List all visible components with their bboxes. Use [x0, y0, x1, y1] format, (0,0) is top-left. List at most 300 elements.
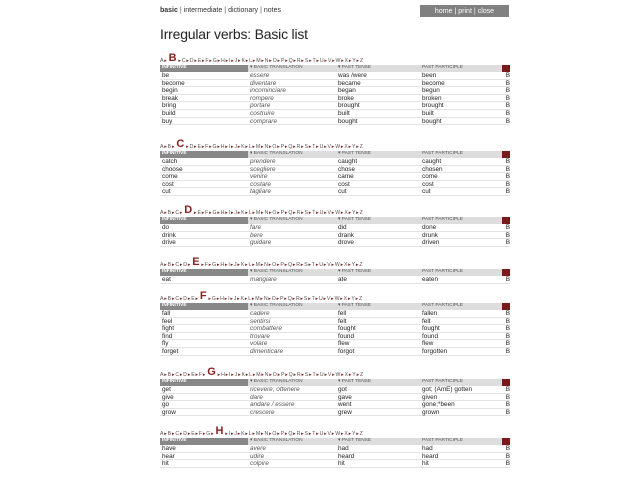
alphabet-link-z[interactable]: Z [359, 372, 364, 378]
letter-section-h [160, 425, 510, 468]
past-tense-cell: brought [338, 102, 360, 110]
alphabet-arrow-icon: ▸ [301, 58, 305, 64]
alphabet-link-w[interactable]: W [334, 262, 340, 268]
alphabet-link-u[interactable]: U [319, 431, 324, 437]
alphabet-link-j[interactable]: J [234, 144, 237, 150]
alphabet-link-m[interactable]: M [255, 210, 261, 216]
alphabet-link-s[interactable]: S [304, 58, 309, 64]
header-past-tense[interactable]: ▾ PAST TENSE [336, 65, 420, 72]
alphabet-arrow-icon: ▸ [186, 144, 189, 150]
alphabet-link-q[interactable]: Q [288, 431, 293, 437]
alphabet-link-h[interactable]: H [221, 58, 225, 64]
alphabet-link-c[interactable]: C [175, 262, 180, 268]
alphabet-arrow-icon: ▸ [201, 262, 204, 268]
alphabet-arrow-icon: ▸ [284, 144, 288, 150]
alphabet-link-v[interactable]: V [327, 58, 332, 64]
alphabet-arrow-icon: ▸ [217, 372, 221, 378]
alphabet-link-k[interactable]: K [241, 431, 245, 437]
alphabet-link-z[interactable]: Z [359, 58, 364, 64]
alphabet-link-z[interactable]: Z [359, 431, 363, 437]
alphabet-link-d[interactable]: D [183, 431, 188, 437]
alphabet-link-b[interactable]: B [167, 431, 172, 437]
alphabet-arrow-icon: ▸ [251, 296, 255, 302]
close-button[interactable]: close [477, 7, 495, 15]
alphabet-link-q[interactable]: Q [287, 296, 292, 302]
alphabet-link-w[interactable]: W [335, 144, 341, 150]
alphabet-link-o[interactable]: O [272, 210, 277, 216]
print-button[interactable]: print [458, 7, 472, 15]
alphabet-link-r[interactable]: R [296, 58, 301, 64]
header-infinitive[interactable]: INFINITIVE [160, 269, 248, 276]
alphabet-link-f[interactable]: F [205, 58, 209, 64]
alphabet-link-n[interactable]: N [264, 210, 269, 216]
alphabet-link-r[interactable]: R [296, 372, 301, 378]
alphabet-arrow-icon: ▸ [230, 296, 233, 302]
alphabet-arrow-icon: ▸ [171, 372, 175, 378]
alphabet-link-o[interactable]: O [272, 431, 277, 437]
alphabet-link-g[interactable]: G [212, 210, 217, 216]
alphabet-link-p[interactable]: P [280, 58, 285, 64]
table-row [160, 102, 510, 110]
alphabet-link-h[interactable]: H [220, 296, 224, 302]
alphabet-arrow-icon: ▸ [324, 372, 328, 378]
alphabet-link-x[interactable]: X [344, 58, 349, 64]
alphabet-link-c[interactable]: C [175, 296, 180, 302]
alphabet-arrow-icon: ▸ [293, 372, 297, 378]
alphabet-arrow-icon: ▸ [268, 262, 272, 268]
alphabet-link-g[interactable]: G [211, 296, 216, 302]
past-tense-cell: chose [338, 165, 356, 173]
alphabet-link-g[interactable]: G [212, 262, 217, 268]
alphabet-link-b[interactable]: B [167, 372, 172, 378]
alphabet-link-s[interactable]: S [304, 372, 309, 378]
alphabet-link-f[interactable]: F [198, 372, 203, 378]
alphabet-link-d[interactable]: D [183, 262, 188, 268]
level-cell: B [505, 239, 510, 247]
header-infinitive[interactable]: INFINITIVE [160, 303, 248, 310]
alphabet-link-l[interactable]: L [248, 262, 252, 268]
alphabet-link-t[interactable]: T [312, 210, 316, 216]
header-infinitive[interactable]: INFINITIVE [160, 438, 248, 445]
alphabet-link-j[interactable]: J [234, 262, 237, 268]
header-infinitive[interactable]: INFINITIVE [160, 151, 248, 158]
past-tense-cell: began [338, 87, 356, 95]
header-past-tense[interactable]: ▾ PAST TENSE [336, 217, 420, 224]
alphabet-link-a[interactable]: A [160, 262, 164, 268]
alphabet-link-r[interactable]: R [295, 296, 300, 302]
alphabet-link-q[interactable]: Q [288, 144, 293, 150]
alphabet-link-p[interactable]: P [280, 296, 284, 302]
alphabet-link-w[interactable]: W [335, 58, 341, 64]
alphabet-link-n[interactable]: N [264, 262, 268, 268]
alphabet-arrow-icon: ▸ [252, 58, 256, 64]
home-button[interactable]: home [434, 7, 453, 15]
alphabet-link-e[interactable]: E [197, 144, 201, 150]
alphabet-link-v[interactable]: V [327, 431, 331, 437]
header-past-participle[interactable]: PAST PARTICIPLE [420, 65, 502, 72]
alphabet-link-g[interactable]: G [212, 144, 217, 150]
alphabet-link-c[interactable]: C [181, 58, 186, 64]
alphabet-link-r[interactable]: R [296, 262, 300, 268]
alphabet-link-c[interactable]: C [176, 138, 185, 150]
alphabet-link-y[interactable]: Y [351, 431, 356, 437]
infinitive-cell: cost [162, 180, 174, 188]
past-participle-cell: had [422, 445, 433, 452]
alphabet-link-g[interactable]: G [206, 431, 211, 437]
alphabet-link-l[interactable]: L [249, 372, 253, 378]
alphabet-link-a[interactable]: A [160, 144, 164, 150]
nav-dictionary-link[interactable]: dictionary [228, 7, 259, 14]
alphabet-link-b[interactable]: B [167, 144, 172, 150]
alphabet-arrow-icon: ▸ [179, 262, 183, 268]
alphabet-link-f[interactable]: F [199, 290, 207, 302]
alphabet-link-k[interactable]: K [241, 144, 245, 150]
header-past-tense[interactable]: ▾ PAST TENSE [336, 438, 420, 445]
header-translation[interactable]: ▾ BASIC TRANSLATION [248, 303, 336, 310]
alphabet-arrow-icon: ▸ [164, 144, 167, 150]
alphabet-link-x[interactable]: X [344, 372, 349, 378]
alphabet-link-t[interactable]: T [312, 58, 316, 64]
alphabet-link-v[interactable]: V [327, 144, 331, 150]
nav-notes-link[interactable]: notes [263, 7, 282, 14]
alphabet-link-s[interactable]: S [304, 431, 308, 437]
alphabet-link-a[interactable]: A [160, 58, 164, 64]
alphabet-link-u[interactable]: U [319, 210, 324, 216]
alphabet-link-s[interactable]: S [304, 262, 308, 268]
table-row [160, 386, 510, 394]
alphabet-link-j[interactable]: J [234, 58, 238, 64]
alphabet-link-o[interactable]: O [272, 58, 277, 64]
alphabet-link-y[interactable]: Y [351, 210, 356, 216]
header-translation[interactable]: ▾ BASIC TRANSLATION [248, 151, 336, 158]
alphabet-link-x[interactable]: X [344, 431, 348, 437]
header-infinitive[interactable]: INFINITIVE [160, 379, 248, 386]
header-translation[interactable]: ▾ BASIC TRANSLATION [248, 65, 336, 72]
alphabet-link-x[interactable]: X [344, 144, 348, 150]
alphabet-link-d[interactable]: D [189, 58, 194, 64]
alphabet-link-u[interactable]: U [319, 144, 324, 150]
alphabet-link-v[interactable]: V [327, 210, 331, 216]
alphabet-link-q[interactable]: Q [288, 262, 293, 268]
alphabet-link-i[interactable]: I [228, 58, 231, 64]
alphabet-link-f[interactable]: F [204, 262, 208, 268]
table-row [160, 239, 510, 247]
alphabet-arrow-icon: ▸ [277, 210, 280, 216]
alphabet-link-e[interactable]: E [192, 256, 200, 268]
alphabet-link-t[interactable]: T [311, 262, 316, 268]
past-participle-cell: cost [422, 180, 434, 188]
alphabet-link-u[interactable]: U [319, 372, 324, 378]
past-participle-cell: become [422, 79, 445, 87]
alphabet-arrow-icon: ▸ [324, 144, 327, 150]
alphabet-link-t[interactable]: T [311, 296, 315, 302]
alphabet-arrow-icon: ▸ [252, 431, 256, 437]
alphabet-link-v[interactable]: V [327, 372, 332, 378]
alphabet-arrow-icon: ▸ [323, 296, 327, 302]
header-translation[interactable]: ▾ BASIC TRANSLATION [248, 438, 336, 445]
translation-cell: scegliere [250, 165, 276, 173]
alphabet-link-y[interactable]: Y [351, 296, 355, 302]
level-cell: B [505, 445, 510, 452]
alphabet-link-u[interactable]: U [319, 262, 323, 268]
alphabet-link-e[interactable]: E [191, 372, 195, 378]
alphabet-link-q[interactable]: Q [288, 58, 293, 64]
alphabet-link-w[interactable]: W [335, 372, 341, 378]
alphabet-link-b[interactable]: B [167, 210, 172, 216]
alphabet-link-o[interactable]: O [271, 296, 276, 302]
alphabet-link-k[interactable]: K [241, 210, 245, 216]
past-participle-cell: fought [422, 325, 440, 333]
header-past-tense[interactable]: ▾ PAST TENSE [336, 379, 420, 386]
header-infinitive[interactable]: INFINITIVE [160, 65, 248, 72]
alphabet-link-d[interactable]: D [184, 204, 193, 216]
table-row [160, 72, 510, 80]
alphabet-link-m[interactable]: M [256, 372, 261, 378]
alphabet-link-o[interactable]: O [272, 262, 277, 268]
alphabet-link-i[interactable]: I [228, 144, 231, 150]
alphabet-link-r[interactable]: R [296, 144, 301, 150]
alphabet-link-f[interactable]: F [205, 144, 209, 150]
alphabet-link-d[interactable]: D [189, 144, 194, 150]
alphabet-arrow-icon: ▸ [230, 262, 234, 268]
alphabet-arrow-icon: ▸ [331, 262, 335, 268]
alphabet-link-b[interactable]: B [168, 52, 177, 64]
infinitive-cell: come [162, 173, 178, 181]
header-marker-icon [502, 217, 510, 224]
table-row [160, 394, 510, 402]
past-participle-cell: got; (AmE) gotten [422, 386, 473, 393]
header-past-participle[interactable]: PAST PARTICIPLE [420, 303, 502, 310]
alphabet-link-y[interactable]: Y [352, 372, 356, 378]
alphabet-link-x[interactable]: X [343, 296, 348, 302]
alphabet-link-l[interactable]: L [248, 210, 252, 216]
alphabet-link-r[interactable]: R [296, 431, 301, 437]
alphabet-link-j[interactable]: J [234, 372, 238, 378]
alphabet-arrow-icon: ▸ [179, 296, 183, 302]
alphabet-link-s[interactable]: S [303, 296, 308, 302]
alphabet-link-e[interactable]: E [197, 58, 202, 64]
alphabet-link-k[interactable]: K [241, 58, 245, 64]
table-header [160, 269, 510, 276]
alphabet-link-p[interactable]: P [280, 431, 285, 437]
alphabet-link-k[interactable]: K [240, 262, 245, 268]
alphabet-arrow-icon: ▸ [231, 372, 234, 378]
alphabet-link-l[interactable]: L [248, 144, 252, 150]
header-past-tense[interactable]: ▾ PAST TENSE [336, 151, 420, 158]
alphabet-link-f[interactable]: F [205, 210, 209, 216]
alphabet-link-y[interactable]: Y [351, 144, 356, 150]
infinitive-cell: drive [162, 239, 176, 247]
alphabet-link-z[interactable]: Z [359, 262, 363, 268]
header-past-participle[interactable]: PAST PARTICIPLE [420, 379, 502, 386]
table-header [160, 151, 510, 158]
alphabet-link-m[interactable]: M [255, 262, 260, 268]
alphabet-link-h[interactable]: H [215, 425, 224, 437]
alphabet-link-l[interactable]: L [248, 431, 252, 437]
infinitive-cell: catch [162, 158, 178, 165]
infinitive-cell: become [162, 79, 185, 87]
alphabet-link-r[interactable]: R [296, 210, 301, 216]
header-past-participle[interactable]: PAST PARTICIPLE [420, 217, 502, 224]
alphabet-link-l[interactable]: L [248, 296, 252, 302]
alphabet-link-h[interactable]: H [220, 262, 225, 268]
alphabet-link-a[interactable]: A [160, 431, 164, 437]
action-separator: | [454, 7, 457, 15]
alphabet-link-d[interactable]: D [183, 296, 188, 302]
alphabet-link-m[interactable]: M [256, 58, 261, 64]
alphabet-link-s[interactable]: S [304, 210, 308, 216]
alphabet-link-n[interactable]: N [264, 58, 269, 64]
alphabet-link-g[interactable]: G [207, 366, 216, 378]
alphabet-arrow-icon: ▸ [179, 372, 183, 378]
alphabet-link-a[interactable]: A [160, 296, 164, 302]
alphabet-link-n[interactable]: N [263, 296, 268, 302]
infinitive-cell: hit [162, 460, 169, 468]
alphabet-link-i[interactable]: I [228, 296, 230, 302]
header-translation[interactable]: ▾ BASIC TRANSLATION [248, 379, 336, 386]
past-tense-cell: forgot [338, 347, 355, 355]
alphabet-link-n[interactable]: N [264, 431, 269, 437]
nav-intermediate-link[interactable]: intermediate [183, 7, 223, 14]
alphabet-link-b[interactable]: B [167, 296, 172, 302]
top-navigation [160, 7, 281, 14]
alphabet-link-i[interactable]: I [228, 431, 231, 437]
alphabet-arrow-icon: ▸ [269, 144, 272, 150]
level-cell: B [505, 340, 510, 348]
header-past-participle[interactable]: PAST PARTICIPLE [420, 151, 502, 158]
alphabet-link-z[interactable]: Z [359, 210, 363, 216]
alphabet-link-d[interactable]: D [183, 372, 188, 378]
alphabet-arrow-icon: ▸ [164, 58, 167, 64]
alphabet-link-o[interactable]: O [272, 372, 277, 378]
alphabet-link-k[interactable]: K [240, 296, 244, 302]
alphabet-link-n[interactable]: N [264, 372, 269, 378]
alphabet-link-p[interactable]: P [280, 372, 285, 378]
alphabet-link-c[interactable]: C [175, 210, 180, 216]
past-tense-cell: hit [338, 460, 345, 468]
alphabet-link-u[interactable]: U [319, 58, 324, 64]
alphabet-link-e[interactable]: E [191, 296, 195, 302]
alphabet-link-q[interactable]: Q [288, 372, 293, 378]
alphabet-arrow-icon: ▸ [171, 262, 175, 268]
past-tense-cell: gave [338, 393, 352, 401]
alphabet-arrow-icon: ▸ [316, 144, 319, 150]
header-past-tense[interactable]: ▾ PAST TENSE [336, 303, 420, 310]
table-row [160, 188, 510, 196]
alphabet-link-c[interactable]: C [175, 372, 180, 378]
alphabet-link-h[interactable]: H [221, 372, 225, 378]
level-cell: B [505, 332, 510, 340]
alphabet-link-q[interactable]: Q [288, 210, 293, 216]
alphabet-link-p[interactable]: P [280, 262, 284, 268]
alphabet-link-a[interactable]: A [160, 210, 164, 216]
alphabet-link-s[interactable]: S [304, 144, 308, 150]
alphabet-arrow-icon: ▸ [237, 296, 240, 302]
past-tense-cell: broke [338, 94, 354, 102]
alphabet-link-i[interactable]: I [229, 372, 231, 378]
alphabet-link-p[interactable]: P [280, 144, 285, 150]
alphabet-link-h[interactable]: H [220, 210, 225, 216]
alphabet-link-h[interactable]: H [220, 144, 225, 150]
alphabet-link-x[interactable]: X [343, 262, 348, 268]
alphabet-link-n[interactable]: N [264, 144, 269, 150]
translation-cell: sentirsi [250, 317, 271, 325]
alphabet-link-b[interactable]: B [167, 262, 172, 268]
header-past-tense[interactable]: ▾ PAST TENSE [336, 269, 420, 276]
alphabet-link-f[interactable]: F [198, 431, 203, 437]
infinitive-cell: get [162, 386, 171, 393]
header-past-participle[interactable]: PAST PARTICIPLE [420, 269, 502, 276]
alphabet-arrow-icon: ▸ [171, 431, 175, 437]
past-participle-cell: come [422, 173, 438, 181]
table-row [160, 181, 510, 189]
alphabet-link-m[interactable]: M [255, 296, 260, 302]
alphabet-link-t[interactable]: T [312, 431, 316, 437]
alphabet-link-y[interactable]: Y [351, 262, 356, 268]
header-translation[interactable]: ▾ BASIC TRANSLATION [248, 269, 336, 276]
infinitive-cell: be [162, 72, 170, 79]
alphabet-link-i[interactable]: I [228, 210, 231, 216]
alphabet-link-e[interactable]: E [197, 210, 201, 216]
alphabet-link-j[interactable]: J [233, 296, 237, 302]
alphabet-link-o[interactable]: O [272, 144, 277, 150]
nav-basic-link[interactable]: basic [160, 7, 178, 14]
alphabet-link-l[interactable]: L [249, 58, 252, 64]
alphabet-arrow-icon: ▸ [164, 431, 167, 437]
alphabet-link-v[interactable]: V [327, 262, 331, 268]
header-translation[interactable]: ▾ BASIC TRANSLATION [248, 217, 336, 224]
alphabet-link-m[interactable]: M [255, 144, 261, 150]
alphabet-link-a[interactable]: A [160, 372, 164, 378]
alphabet-arrow-icon: ▸ [194, 144, 197, 150]
alphabet-arrow-icon: ▸ [225, 431, 228, 437]
alphabet-link-z[interactable]: Z [359, 296, 363, 302]
alphabet-arrow-icon: ▸ [187, 296, 191, 302]
alphabet-link-w[interactable]: W [335, 210, 341, 216]
alphabet-link-w[interactable]: W [334, 296, 340, 302]
alphabet-link-v[interactable]: V [326, 296, 331, 302]
alphabet-link-c[interactable]: C [175, 431, 180, 437]
table-header [160, 438, 510, 445]
alphabet-arrow-icon: ▸ [308, 431, 312, 437]
alphabet-link-g[interactable]: G [212, 58, 217, 64]
header-past-participle[interactable]: PAST PARTICIPLE [420, 438, 502, 445]
alphabet-link-e[interactable]: E [191, 431, 195, 437]
alphabet-link-j[interactable]: J [234, 431, 237, 437]
alphabet-arrow-icon: ▸ [348, 431, 352, 437]
alphabet-link-u[interactable]: U [318, 296, 323, 302]
alphabet-arrow-icon: ▸ [340, 296, 343, 302]
alphabet-link-x[interactable]: X [344, 210, 348, 216]
level-cell: B [505, 165, 510, 173]
alphabet-link-z[interactable]: Z [359, 144, 363, 150]
header-infinitive[interactable]: INFINITIVE [160, 217, 248, 224]
alphabet-arrow-icon: ▸ [252, 210, 256, 216]
alphabet-link-t[interactable]: T [312, 144, 316, 150]
alphabet-link-p[interactable]: P [280, 210, 285, 216]
alphabet-arrow-icon: ▸ [277, 58, 281, 64]
alphabet-link-m[interactable]: M [255, 431, 261, 437]
table-row [160, 166, 510, 174]
alphabet-link-j[interactable]: J [234, 210, 237, 216]
level-cell: B [505, 347, 510, 355]
alphabet-link-k[interactable]: K [241, 372, 245, 378]
alphabet-link-w[interactable]: W [335, 431, 341, 437]
alphabet-link-y[interactable]: Y [352, 58, 356, 64]
alphabet-arrow-icon: ▸ [284, 210, 288, 216]
alphabet-link-t[interactable]: T [312, 372, 316, 378]
alphabet-link-i[interactable]: I [228, 262, 230, 268]
